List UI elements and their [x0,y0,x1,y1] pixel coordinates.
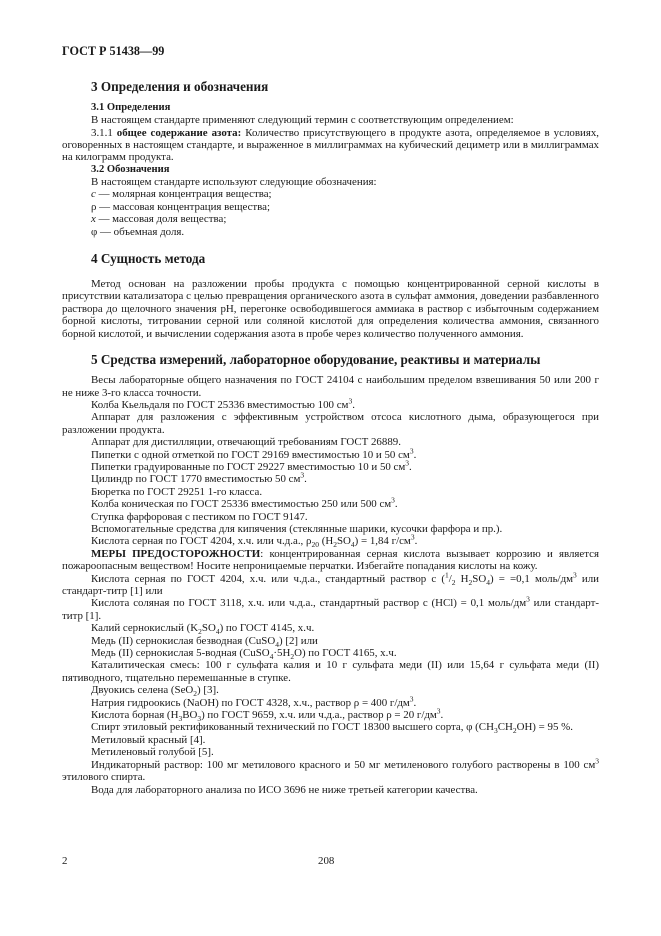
item-catalyst-mixture: Каталитическая смесь: 100 г сульфата калия и 10 г сульфата меди (II) или 15,64 г сульфата меди (II) пятиводного, тщательно перемешанные в ступке. [62,659,599,684]
section-3-2-heading: 3.2 Обозначения [91,163,170,175]
document-code-header: ГОСТ Р 51438—99 [62,44,165,58]
term-text: Количество присутствующего в продукте азота, определяемое в условиях, оговоренных в настоящем стандарте, и выраженное в миллиграммах на кубический дециметр или в миллиграммах на килограмм продукта. [62,126,599,164]
symbol-desc: — массовая концентрация вещества; [96,200,271,213]
symbol: ρ [91,200,97,213]
item-methyl-red: Метиловый красный [4]. [91,733,206,746]
item-copper-sulfate-anhydrous: Медь (II) сернокислая безводная (CuSO$_4$) [2] или [91,634,318,649]
item-indicator-solution: Индикаторный раствор: 100 мг метилового красного и 50 мг метиленового голубого растворены в 100 $см^3$ этилового спирта. [62,756,599,784]
item-sulfuric-acid-standard: Кислота серная по ГОСТ 4204, х.ч. или ч.д.а., стандартный раствор c ($^1/_2$ $H_2SO_4) = =0,1$ моль/$дм^3$ или стандарт-титр [1] или [62,569,599,597]
page-number-center: 208 [318,855,335,867]
section-5-heading: 5 Средства измерений, лабораторное оборудование, реактивы и материалы [91,352,541,368]
symbol-desc: — массовая доля вещества; [95,213,227,226]
item-methylene-blue: Метиленовый голубой [5]. [91,746,214,759]
section-3-1-intro: В настоящем стандарте применяют следующий термин с соответствующим определением: [91,114,514,127]
symbol-desc: — объемная доля. [97,225,185,238]
item-potassium-sulfate: Калий сернокислый $(K_2SO_4)$ по ГОСТ 4145, х.ч. [91,622,315,637]
item-boiling-aids: Вспомогательные средства для кипячения (стеклянные шарики, кусочки фарфора и пр.). [91,522,503,535]
item-ethanol: Спирт этиловый ректификованный технический по ГОСТ 18300 высшего сорта, φ $(CH_3CH_2OH) = 95$ %. [91,721,573,736]
symbol: φ [91,225,98,238]
section-3-2-intro: В настоящем стандарте используют следующие обозначения: [91,176,377,189]
section-3-heading: 3 Определения и обозначения [91,79,269,94]
symbol: x [91,213,96,226]
document-body [62,80,599,796]
item-burette: Бюретка по ГОСТ 29251 1-го класса. [91,485,263,498]
term-name: общее содержание азота: [116,126,242,139]
item-sodium-hydroxide: Натрия гидроокись (NaOH) по ГОСТ 4328, х.ч., раствор ρ = 400 $г/дм^3$. [91,694,417,709]
item-cylinder: Цилиндр по ГОСТ 1770 вместимостью 50 $см^3$. [91,470,307,486]
item-scales: Весы лабораторные общего назначения по ГОСТ 24104 с наибольшим пределом взвешивания 50 или 200 г не ниже 3-го класса точности. [62,374,599,399]
item-digestion-apparatus: Аппарат для разложения с эффективным устройством отсоса кислотного дыма, образующегося при разложении продукта. [62,411,599,436]
symbol-item [62,201,599,213]
item-mortar: Ступка фарфоровая с пестиком по ГОСТ 9147. [91,510,308,523]
symbol-item [62,226,599,238]
item-hydrochloric-acid: Кислота соляная по ГОСТ 3118, х.ч. или ч.д.а., стандартный раствор c (HCl) = 0,1 моль/$дм^3$ или стандарт-титр [1]. [62,594,599,622]
item-sulfuric-acid: Кислота серная по ГОСТ 4204, х.ч. или ч.д.а., $\rho_{20}$ $(H_2SO_4) = 1,84$ $г/см^3$. [91,532,418,550]
warning-text: : концентрированная серная кислота вызывает коррозию и является пожароопасным веществом! Носите непроницаемые перчатки. Избегайте попадания кислоты на кожу. [62,547,599,573]
section-3-1-heading: 3.1 Определения [91,102,171,113]
section-4-text: Метод основан на разложении пробы продукта с помощью концентрированной серной кислоты в присутствии катализатора с целью превращения органического азота в сульфат аммония, доведении разбавленного раствора до щелочного значения рН, перегонке освободившегося аммиака в раствор с избыточным содержанием борной кислоты, титровании серной или соляной кислотой для определения количества аммония, связанного борной кислотой, и вычислении содержания азота в пробе через количество полученного аммония. [62,278,599,340]
item-conical-flask: Колба коническая по ГОСТ 25336 вместимостью 250 или 500 $см^3$. [91,495,398,511]
symbol-desc: — молярная концентрация вещества; [95,188,272,201]
item-lab-water: Вода для лабораторного анализа по ИСО 3696 не ниже третьей категории качества. [91,783,478,796]
symbol: c [91,188,96,201]
warning-label: МЕРЫ ПРЕДОСТОРОЖНОСТИ [91,547,261,560]
item-copper-sulfate-pentahydrate: Медь (II) сернокислая 5-водная $(CuSO_4\cdot 5H_2O)$ по ГОСТ 4165, х.ч. [91,647,397,662]
term-number: 3.1.1 [91,126,113,139]
term-definition [62,127,599,164]
item-boric-acid: Кислота борная $(H_3BO_3)$ по ГОСТ 9659, х.ч. или ч.д.а., раствор ρ = 20 $г/дм^3$. [91,706,444,724]
page-number-left: 2 [62,855,68,867]
symbol-item [62,188,599,200]
item-kjeldahl-flask: Колба Кьельдаля по ГОСТ 25336 вместимостью 100 $см^3$. [91,396,355,411]
item-pipettes-one-mark: Пипетки с одной отметкой по ГОСТ 29169 вместимостью 10 и 50 $см^3$. [91,445,417,461]
item-selenium-dioxide: Двуокись селена (SeO$_2$) [3]. [91,684,219,699]
symbol-item [62,213,599,225]
item-pipettes-graduated: Пипетки градуированные по ГОСТ 29227 вместимостью 10 и 50 $см^3$. [91,458,412,473]
item-distillation-apparatus: Аппарат для дистилляции, отвечающий требованиям ГОСТ 26889. [91,436,401,449]
section-4-heading: 4 Сущность метода [91,251,206,267]
safety-warning [62,548,599,573]
